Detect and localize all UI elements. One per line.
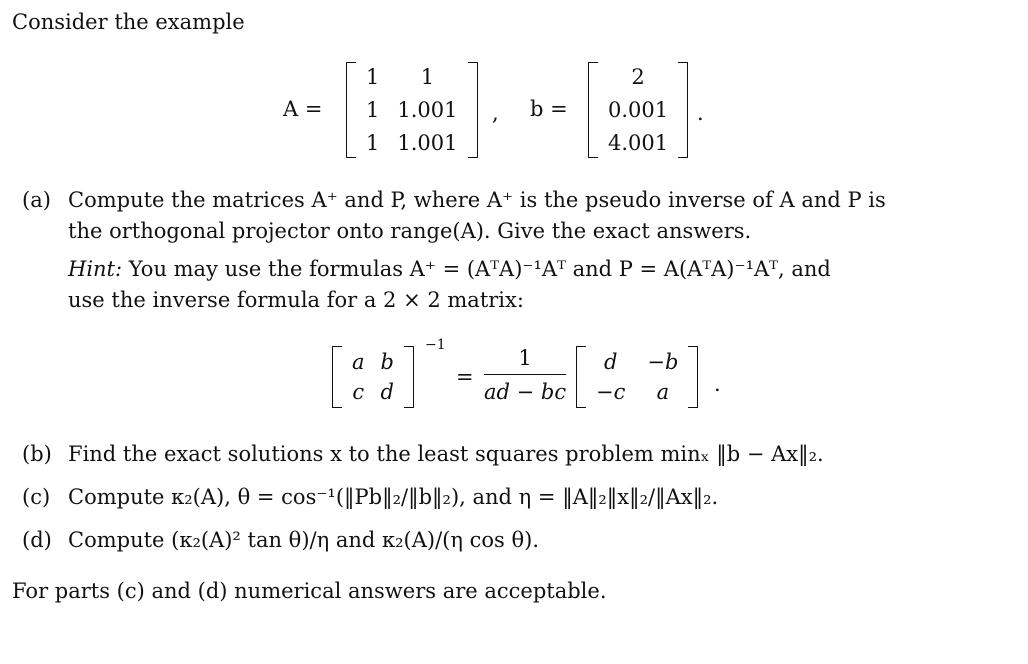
inverse-rhs-cell: a	[656, 380, 670, 404]
inverse-rhs-cell: −b	[647, 350, 679, 374]
inverse-lhs-left-bracket	[332, 346, 342, 408]
vector-b-cell: 4.001	[608, 131, 669, 155]
part-c-text: Compute κ₂(A), θ = cos⁻¹(‖Pb‖₂/‖b‖₂), and η = ‖A‖₂‖x‖₂/‖Ax‖₂.	[68, 485, 719, 509]
vector-b-label: b =	[530, 97, 568, 121]
vector-b-period: .	[697, 101, 704, 125]
matrix-a-cell: 1	[420, 65, 435, 89]
inverse-lhs-cells	[342, 350, 404, 404]
hint-word: Hint:	[68, 257, 123, 281]
inverse-fraction	[484, 346, 566, 404]
matrix-a-cell: 1	[366, 98, 380, 122]
inverse-rhs-matrix	[576, 346, 698, 408]
inverse-period: .	[714, 372, 721, 396]
inverse-lhs-cell: c	[352, 380, 365, 404]
part-c-label: (c)	[22, 485, 51, 509]
inverse-equals: =	[456, 365, 474, 389]
vector-b-cell: 0.001	[608, 98, 669, 122]
matrix-a	[346, 62, 478, 158]
part-a-hint	[68, 259, 831, 280]
part-a-line-4: use the inverse formula for a 2 × 2 matrix:	[68, 288, 524, 312]
inverse-lhs-cell: d	[380, 380, 394, 404]
vector-b-cell: 2	[631, 65, 645, 89]
matrix-a-right-bracket	[468, 62, 478, 158]
part-d-text: Compute (κ₂(A)² tan θ)/η and κ₂(A)/(η cos θ).	[68, 528, 539, 552]
intro-text: Consider the example	[12, 10, 245, 34]
vector-b-cells	[598, 65, 678, 155]
inverse-rhs-left-bracket	[576, 346, 586, 408]
matrix-a-cell: 1	[366, 65, 380, 89]
part-b-label: (b)	[22, 442, 52, 466]
matrix-a-left-bracket	[346, 62, 356, 158]
matrix-a-label: A =	[283, 97, 323, 121]
inverse-rhs-cell: d	[603, 350, 618, 374]
matrix-a-cells	[356, 65, 468, 155]
matrix-a-cell: 1	[366, 131, 380, 155]
inverse-lhs-cell: a	[352, 350, 365, 374]
part-a-line-1: Compute the matrices A⁺ and P, where A⁺ is the pseudo inverse of A and P is	[68, 188, 886, 212]
vector-b-left-bracket	[588, 62, 598, 158]
matrix-a-comma: ,	[492, 101, 499, 125]
part-a-line-3: You may use the formulas A⁺ = (AᵀA)⁻¹Aᵀ and P = A(AᵀA)⁻¹Aᵀ, and	[128, 257, 831, 281]
part-a-line-2: the orthogonal projector onto range(A). Give the exact answers.	[68, 219, 752, 243]
inverse-rhs-right-bracket	[688, 346, 698, 408]
inverse-rhs-cells	[586, 350, 688, 404]
inverse-lhs-matrix	[332, 346, 414, 408]
inverse-lhs-right-bracket	[404, 346, 414, 408]
vector-b	[588, 62, 688, 158]
matrix-a-cell: 1.001	[397, 131, 458, 155]
inverse-exponent: −1	[425, 337, 446, 353]
inverse-lhs-cell: b	[380, 350, 394, 374]
inverse-rhs-cell: −c	[596, 380, 626, 404]
vector-b-right-bracket	[678, 62, 688, 158]
part-d-label: (d)	[22, 528, 52, 552]
inverse-fraction-denominator: ad − bc	[484, 380, 567, 404]
footer-note: For parts (c) and (d) numerical answers are acceptable.	[12, 579, 607, 603]
matrix-a-cell: 1.001	[397, 98, 458, 122]
inverse-fraction-numerator: 1	[484, 346, 566, 375]
part-b-text: Find the exact solutions x to the least squares problem minₓ ‖b − Ax‖₂.	[68, 442, 824, 466]
part-a-label: (a)	[22, 188, 51, 212]
